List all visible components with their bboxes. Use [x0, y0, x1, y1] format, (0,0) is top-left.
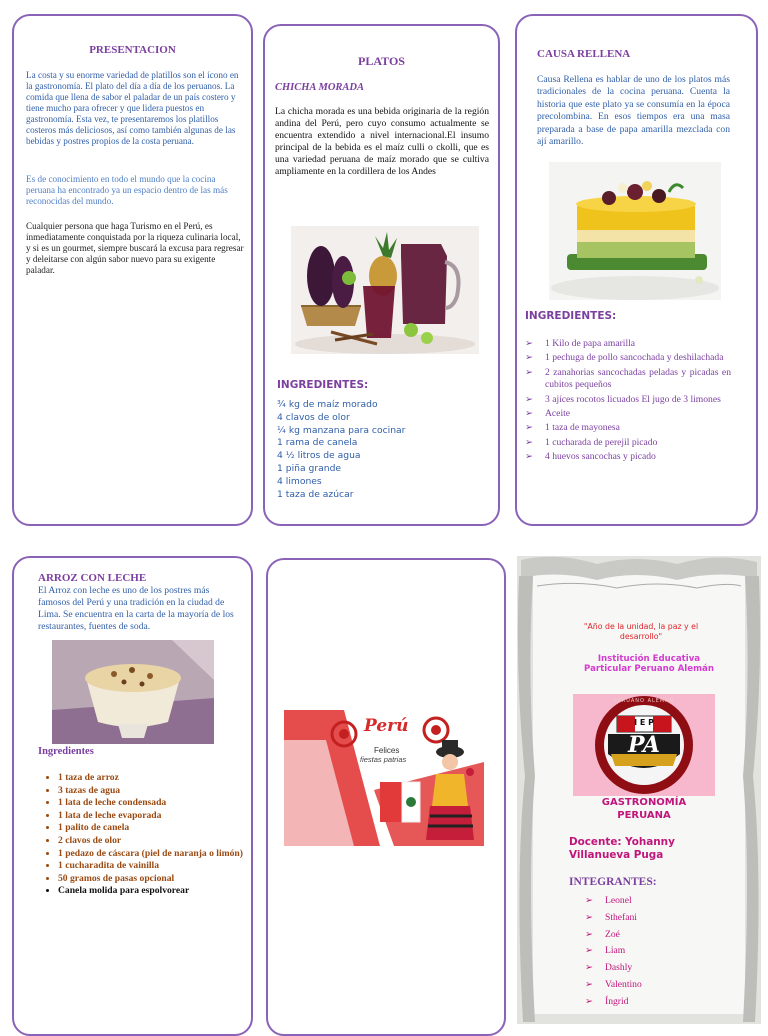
causa-text: Causa Rellena es hablar de uno de los platos más tradicionales de la cocina peruana. Cuenta la historia que este plato ya se consumía en la época precolombina. En esos tiempos era una masa preparada a base de papa amarilla mezclada con ají amarillo.: [537, 74, 730, 148]
platos-title: PLATOS: [358, 54, 405, 68]
causa-title: CAUSA RELLENA: [537, 48, 631, 60]
member-item: ➢ Zoé: [585, 928, 705, 943]
arroz-con-leche-image: [52, 640, 214, 744]
arroz-ingredient-item: • 3 tazas de agua: [58, 785, 248, 798]
teacher-name: Docente: Yohanny Villanueva Puga: [569, 836, 675, 861]
arroz-ingredient-item: • 50 gramos de pasas opcional: [58, 873, 248, 886]
causa-ingredient-item: ➢ 1 Kilo de papa amarilla: [525, 338, 731, 350]
arroz-ingredient-item: • Canela molida para espolvorear: [58, 885, 248, 898]
peru-greeting-line-1: Felices: [374, 746, 400, 755]
causa-ingredients-list: [525, 338, 731, 466]
subject-title: GASTRONOMÍA PERUANA: [601, 797, 687, 821]
chicha-ingredient-item: 4 limones: [277, 475, 322, 487]
chicha-ingredient-item: 1 taza de azúcar: [277, 488, 354, 500]
member-item: ➢ Dashly: [585, 961, 705, 976]
causa-ingredient-item: ➢ 3 ajíces rocotos licuados El jugo de 3 limones: [525, 394, 731, 406]
platos-panel: [263, 24, 500, 526]
arroz-ingredient-item: • 1 lata de leche evaporada: [58, 810, 248, 823]
chicha-ingredient-item: 4 clavos de olor: [277, 411, 350, 423]
chicha-ingredient-item: 4 ½ litros de agua: [277, 450, 361, 462]
school-name: Institución Educativa Particular Peruano Alemán: [584, 654, 714, 675]
presentacion-paragraph-3: Cualquier persona que haga Turismo en el Perú, es inmediatamente conquistada por la riqueza culinaria local, y si es un gourmet, siempre buscará la excusa para regresar y deleitarse con algún sabor nuevo para su exigente paladar.: [26, 221, 244, 275]
member-item: ➢ Liam: [585, 944, 705, 959]
presentacion-panel: [12, 14, 253, 526]
causa-panel: [515, 14, 758, 526]
arroz-ingredient-item: • 1 palito de canela: [58, 822, 248, 835]
chicha-ingredients-list: [277, 399, 491, 501]
arroz-title: ARROZ CON LECHE: [38, 572, 147, 584]
logo-ring-text: PERUANO ALEMAN: [613, 698, 675, 704]
arroz-ingredient-item: • 1 lata de leche condensada: [58, 797, 248, 810]
arroz-panel: [12, 556, 253, 1036]
causa-rellena-image: [549, 162, 721, 300]
members-title: INTEGRANTES:: [569, 876, 657, 888]
presentacion-paragraph-1: La costa y su enorme variedad de platillos son el ícono en la gastronomía. El plato del día a día de los peruanos. La comida que llena de sabor el paladar de un país costero y tiene mucho para ofrecer y que lidera puestos en gastronomía. Esta vez, te presentaremos los platillos costeros más deliciosos, así como también algunas de las bebidas y postres propios de la costa peruana.: [26, 70, 239, 146]
arroz-ingredients-list: [40, 772, 248, 898]
member-item: ➢ Valentino: [585, 978, 705, 993]
chicha-ingredient-item: ¾ kg de maíz morado: [277, 399, 378, 410]
arroz-ingredients-title: Ingredientes: [38, 746, 94, 757]
logo-band-text: I E P: [634, 718, 654, 727]
chicha-ingredient-item: 1 piña grande: [277, 462, 342, 474]
chicha-ingredient-item: ¼ kg manzana para cocinar: [277, 424, 406, 436]
peru-panel: [266, 558, 506, 1036]
logo-letters: PA: [627, 732, 660, 758]
causa-ingredient-item: ➢ 4 huevos sancochas y picado: [525, 451, 731, 463]
member-item: ➢ Sthefani: [585, 911, 705, 926]
chicha-morada-text: La chicha morada es una bebida originaria de la región andina del Perú, pero cuyo consumo actualmente se encuentra extendido a nivel internacional.El insumo principal de la bebida es el maíz culli o ckolli, que es una variedad peruana de maíz morado que se cultiva ampliamente en la cordillera de los Andes: [275, 106, 489, 177]
peru-greeting-line-2: fiestas patrias: [360, 755, 407, 764]
arroz-ingredient-item: • 2 clavos de olor: [58, 835, 248, 848]
causa-ingredients-title: INGREDIENTES:: [525, 310, 617, 322]
causa-ingredient-item: ➢ 2 zanahorias sancochadas peladas y picadas en cubitos pequeños: [525, 367, 731, 392]
causa-ingredient-item: ➢ 1 cucharada de perejil picado: [525, 437, 731, 449]
cover-scroll: [517, 556, 761, 1024]
chicha-morada-image: [291, 226, 479, 354]
school-logo: [573, 694, 715, 796]
presentacion-paragraph-2: Es de conocimiento en todo el mundo que la cocina peruana ha encontrado ya un espacio dentro de las más reconocidas del mundo.: [26, 174, 228, 206]
arroz-text: El Arroz con leche es uno de los postres más famosos del Perú y una tradición en la ciudad de Lima. Se encuentra en la carta de la mayoría de los restaurantes, fuentes de soda.: [38, 585, 234, 632]
chicha-morada-subtitle: CHICHA MORADA: [275, 82, 364, 93]
member-item: ➢ Íngrid: [585, 995, 705, 1010]
causa-ingredient-item: ➢ 1 pechuga de pollo sancochada y deshilachada: [525, 352, 731, 364]
arroz-ingredient-item: • 1 taza de arroz: [58, 772, 248, 785]
causa-ingredient-item: ➢ 1 taza de mayonesa: [525, 422, 731, 434]
arroz-ingredient-item: • 1 pedazo de cáscara (piel de naranja o limón): [58, 848, 248, 861]
members-list: [585, 894, 705, 1012]
causa-ingredient-item: ➢ Aceite: [525, 408, 731, 420]
year-motto: "Año de la unidad, la paz y el desarrollo": [583, 622, 699, 641]
member-item: ➢ Leonel: [585, 894, 705, 909]
presentacion-title: PRESENTACION: [89, 44, 176, 56]
arroz-ingredient-item: • 1 cucharadita de vainilla: [58, 860, 248, 873]
chicha-ingredient-item: 1 rama de canela: [277, 437, 358, 449]
peru-word: Perú: [364, 716, 409, 736]
chicha-ingredients-title: INGREDIENTES:: [277, 379, 369, 391]
